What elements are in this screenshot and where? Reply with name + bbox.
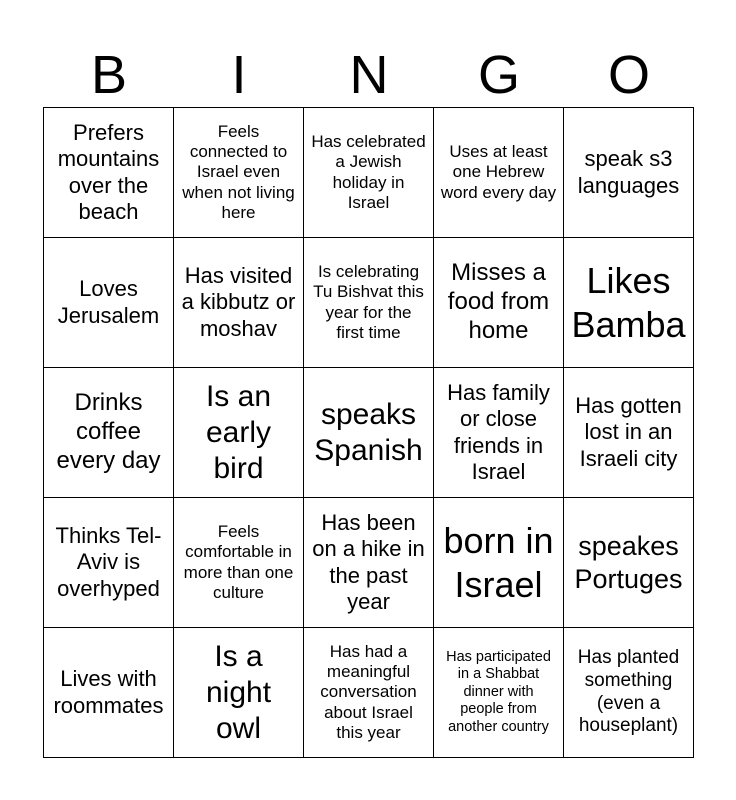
bingo-cell[interactable]: [564, 498, 694, 628]
bingo-cell[interactable]: [174, 238, 304, 368]
cell-text: Is celebrating Tu Bishvat this year for the first time: [313, 261, 424, 342]
cell-text: Loves Jerusalem: [57, 276, 160, 328]
bingo-cell[interactable]: [304, 238, 434, 368]
bingo-cell[interactable]: [44, 238, 174, 368]
bingo-cell[interactable]: [304, 628, 434, 758]
header-letter-g: G: [477, 45, 520, 105]
cell-text: born in Israel: [443, 520, 554, 605]
cell-text: Feels connected to Israel even when not living here: [182, 121, 295, 223]
header-letter-i: I: [231, 45, 247, 105]
bingo-cell[interactable]: [434, 238, 564, 368]
bingo-cell[interactable]: [44, 368, 174, 498]
cell-text: Prefers mountains over the beach: [57, 119, 160, 224]
bingo-cell[interactable]: [564, 628, 694, 758]
cell-text: Has celebrated a Jewish holiday in Israel: [311, 131, 426, 212]
bingo-cell[interactable]: [564, 108, 694, 238]
bingo-cell[interactable]: [434, 628, 564, 758]
header-letter-n: N: [349, 45, 389, 105]
bingo-cell[interactable]: [174, 498, 304, 628]
bingo-cell[interactable]: [304, 368, 434, 498]
cell-text: Misses a food from home: [447, 259, 550, 344]
bingo-cell[interactable]: [434, 108, 564, 238]
cell-text: Is a night owl: [205, 639, 272, 745]
cell-text: Likes Bamba: [571, 260, 686, 345]
bingo-board: [43, 107, 694, 758]
bingo-cell[interactable]: [174, 108, 304, 238]
cell-text: Has gotten lost in an Israeli city: [575, 392, 682, 471]
header-letter-b: B: [90, 45, 128, 105]
bingo-cell[interactable]: [434, 498, 564, 628]
cell-text: Feels comfortable in more than one culture: [183, 521, 294, 602]
bingo-cell[interactable]: [304, 498, 434, 628]
bingo-cell[interactable]: [44, 628, 174, 758]
cell-text: Lives with roommates: [53, 666, 164, 718]
bingo-header: [44, 44, 694, 106]
cell-text: Drinks coffee every day: [56, 389, 161, 474]
cell-text: Has planted something (even a houseplant): [577, 646, 680, 737]
bingo-cell[interactable]: [44, 108, 174, 238]
cell-text: Has been on a hike in the past year: [312, 509, 425, 614]
cell-text: Thinks Tel-Aviv is overhyped: [55, 522, 162, 601]
cell-text: Has visited a kibbutz or moshav: [181, 262, 296, 341]
bingo-cell[interactable]: [564, 368, 694, 498]
bingo-cell[interactable]: [174, 368, 304, 498]
bingo-cell[interactable]: [434, 368, 564, 498]
bingo-cell[interactable]: [174, 628, 304, 758]
bingo-cell[interactable]: [304, 108, 434, 238]
cell-text: speak s3 languages: [577, 146, 680, 198]
cell-text: speaks Spanish: [314, 397, 423, 467]
header-letter-o: O: [607, 45, 650, 105]
cell-text: Has had a meaningful conversation about Israel this year: [320, 641, 417, 743]
cell-text: Uses at least one Hebrew word every day: [440, 141, 557, 202]
bingo-cell[interactable]: [564, 238, 694, 368]
cell-text: Has family or close friends in Israel: [447, 379, 550, 484]
cell-text: Is an early bird: [205, 379, 272, 485]
cell-text: speakes Portuges: [574, 531, 683, 594]
cell-text: Has participated in a Shabbat dinner with people from another country: [446, 649, 551, 735]
bingo-cell[interactable]: [44, 498, 174, 628]
